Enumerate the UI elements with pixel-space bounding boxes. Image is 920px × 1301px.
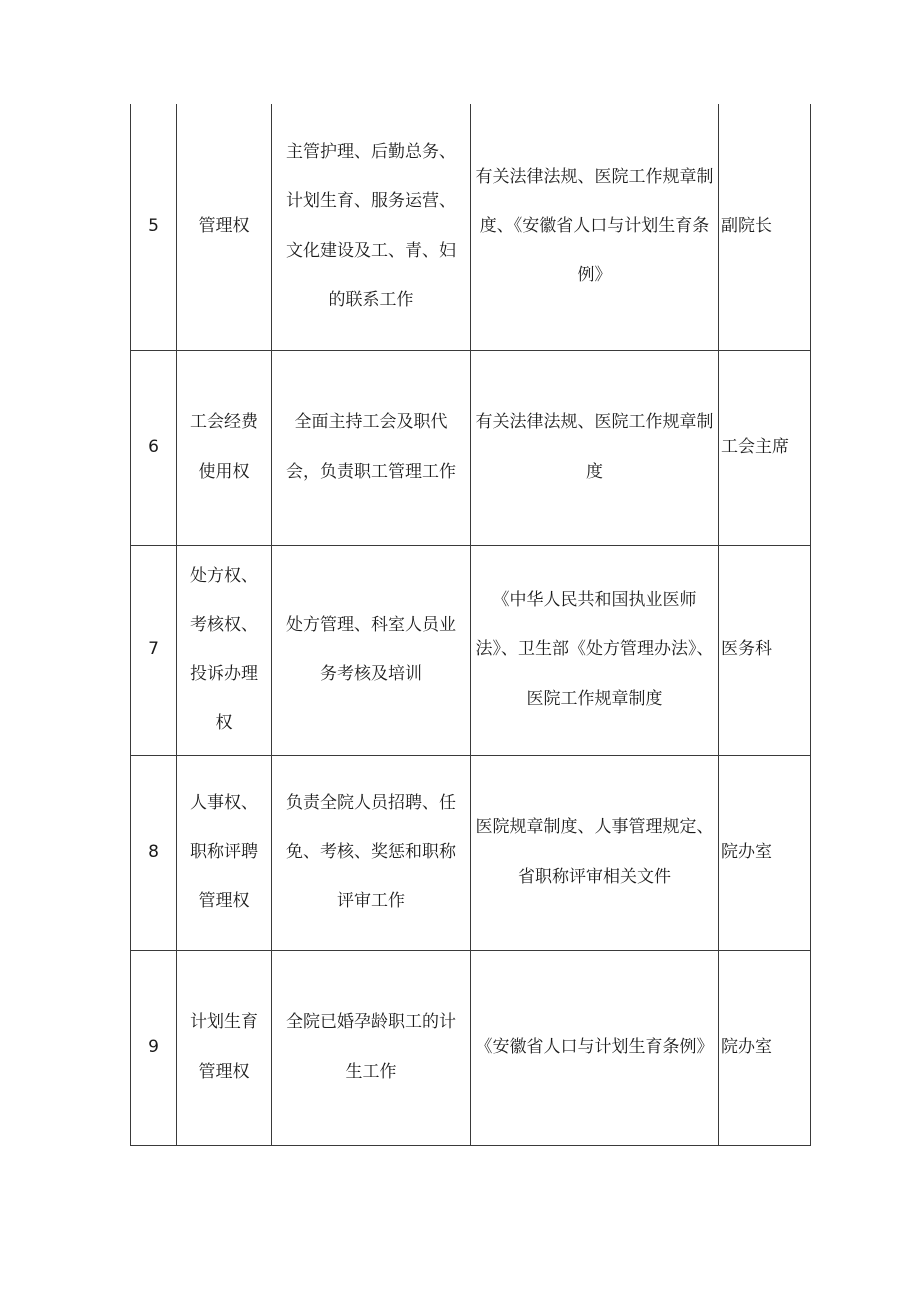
table-row (131, 350, 811, 545)
power-scope: 负责全院人员招聘、任免、考核、奖惩和职称评审工作 (272, 755, 471, 950)
power-name: 人事权、职称评聘管理权 (177, 755, 272, 950)
row-number: 7 (131, 545, 177, 755)
responsible-party: 院办室 (719, 755, 811, 950)
legal-basis: 有关法律法规、医院工作规章制度、《安徽省人口与计划生育条例》 (471, 104, 719, 350)
power-name: 管理权 (177, 104, 272, 350)
row-number: 6 (131, 350, 177, 545)
legal-basis: 有关法律法规、医院工作规章制度 (471, 350, 719, 545)
power-table (130, 104, 811, 1146)
row-number: 8 (131, 755, 177, 950)
responsible-party: 院办室 (719, 950, 811, 1145)
legal-basis: 《安徽省人口与计划生育条例》 (471, 950, 719, 1145)
table-row (131, 545, 811, 755)
legal-basis: 医院规章制度、人事管理规定、省职称评审相关文件 (471, 755, 719, 950)
power-scope: 全面主持工会及职代会，负责职工管理工作 (272, 350, 471, 545)
responsible-party: 副院长 (719, 104, 811, 350)
power-scope: 主管护理、后勤总务、计划生育、服务运营、文化建设及工、青、妇的联系工作 (272, 104, 471, 350)
power-name: 工会经费使用权 (177, 350, 272, 545)
responsible-party: 医务科 (719, 545, 811, 755)
power-scope: 处方管理、科室人员业务考核及培训 (272, 545, 471, 755)
power-name: 计划生育管理权 (177, 950, 272, 1145)
row-number: 5 (131, 104, 177, 350)
table-row (131, 950, 811, 1145)
table-row (131, 755, 811, 950)
row-number: 9 (131, 950, 177, 1145)
table-row (131, 104, 811, 350)
responsible-party: 工会主席 (719, 350, 811, 545)
legal-basis: 《中华人民共和国执业医师法》、卫生部《处方管理办法》、医院工作规章制度 (471, 545, 719, 755)
power-scope: 全院已婚孕龄职工的计生工作 (272, 950, 471, 1145)
power-name: 处方权、考核权、投诉办理权 (177, 545, 272, 755)
